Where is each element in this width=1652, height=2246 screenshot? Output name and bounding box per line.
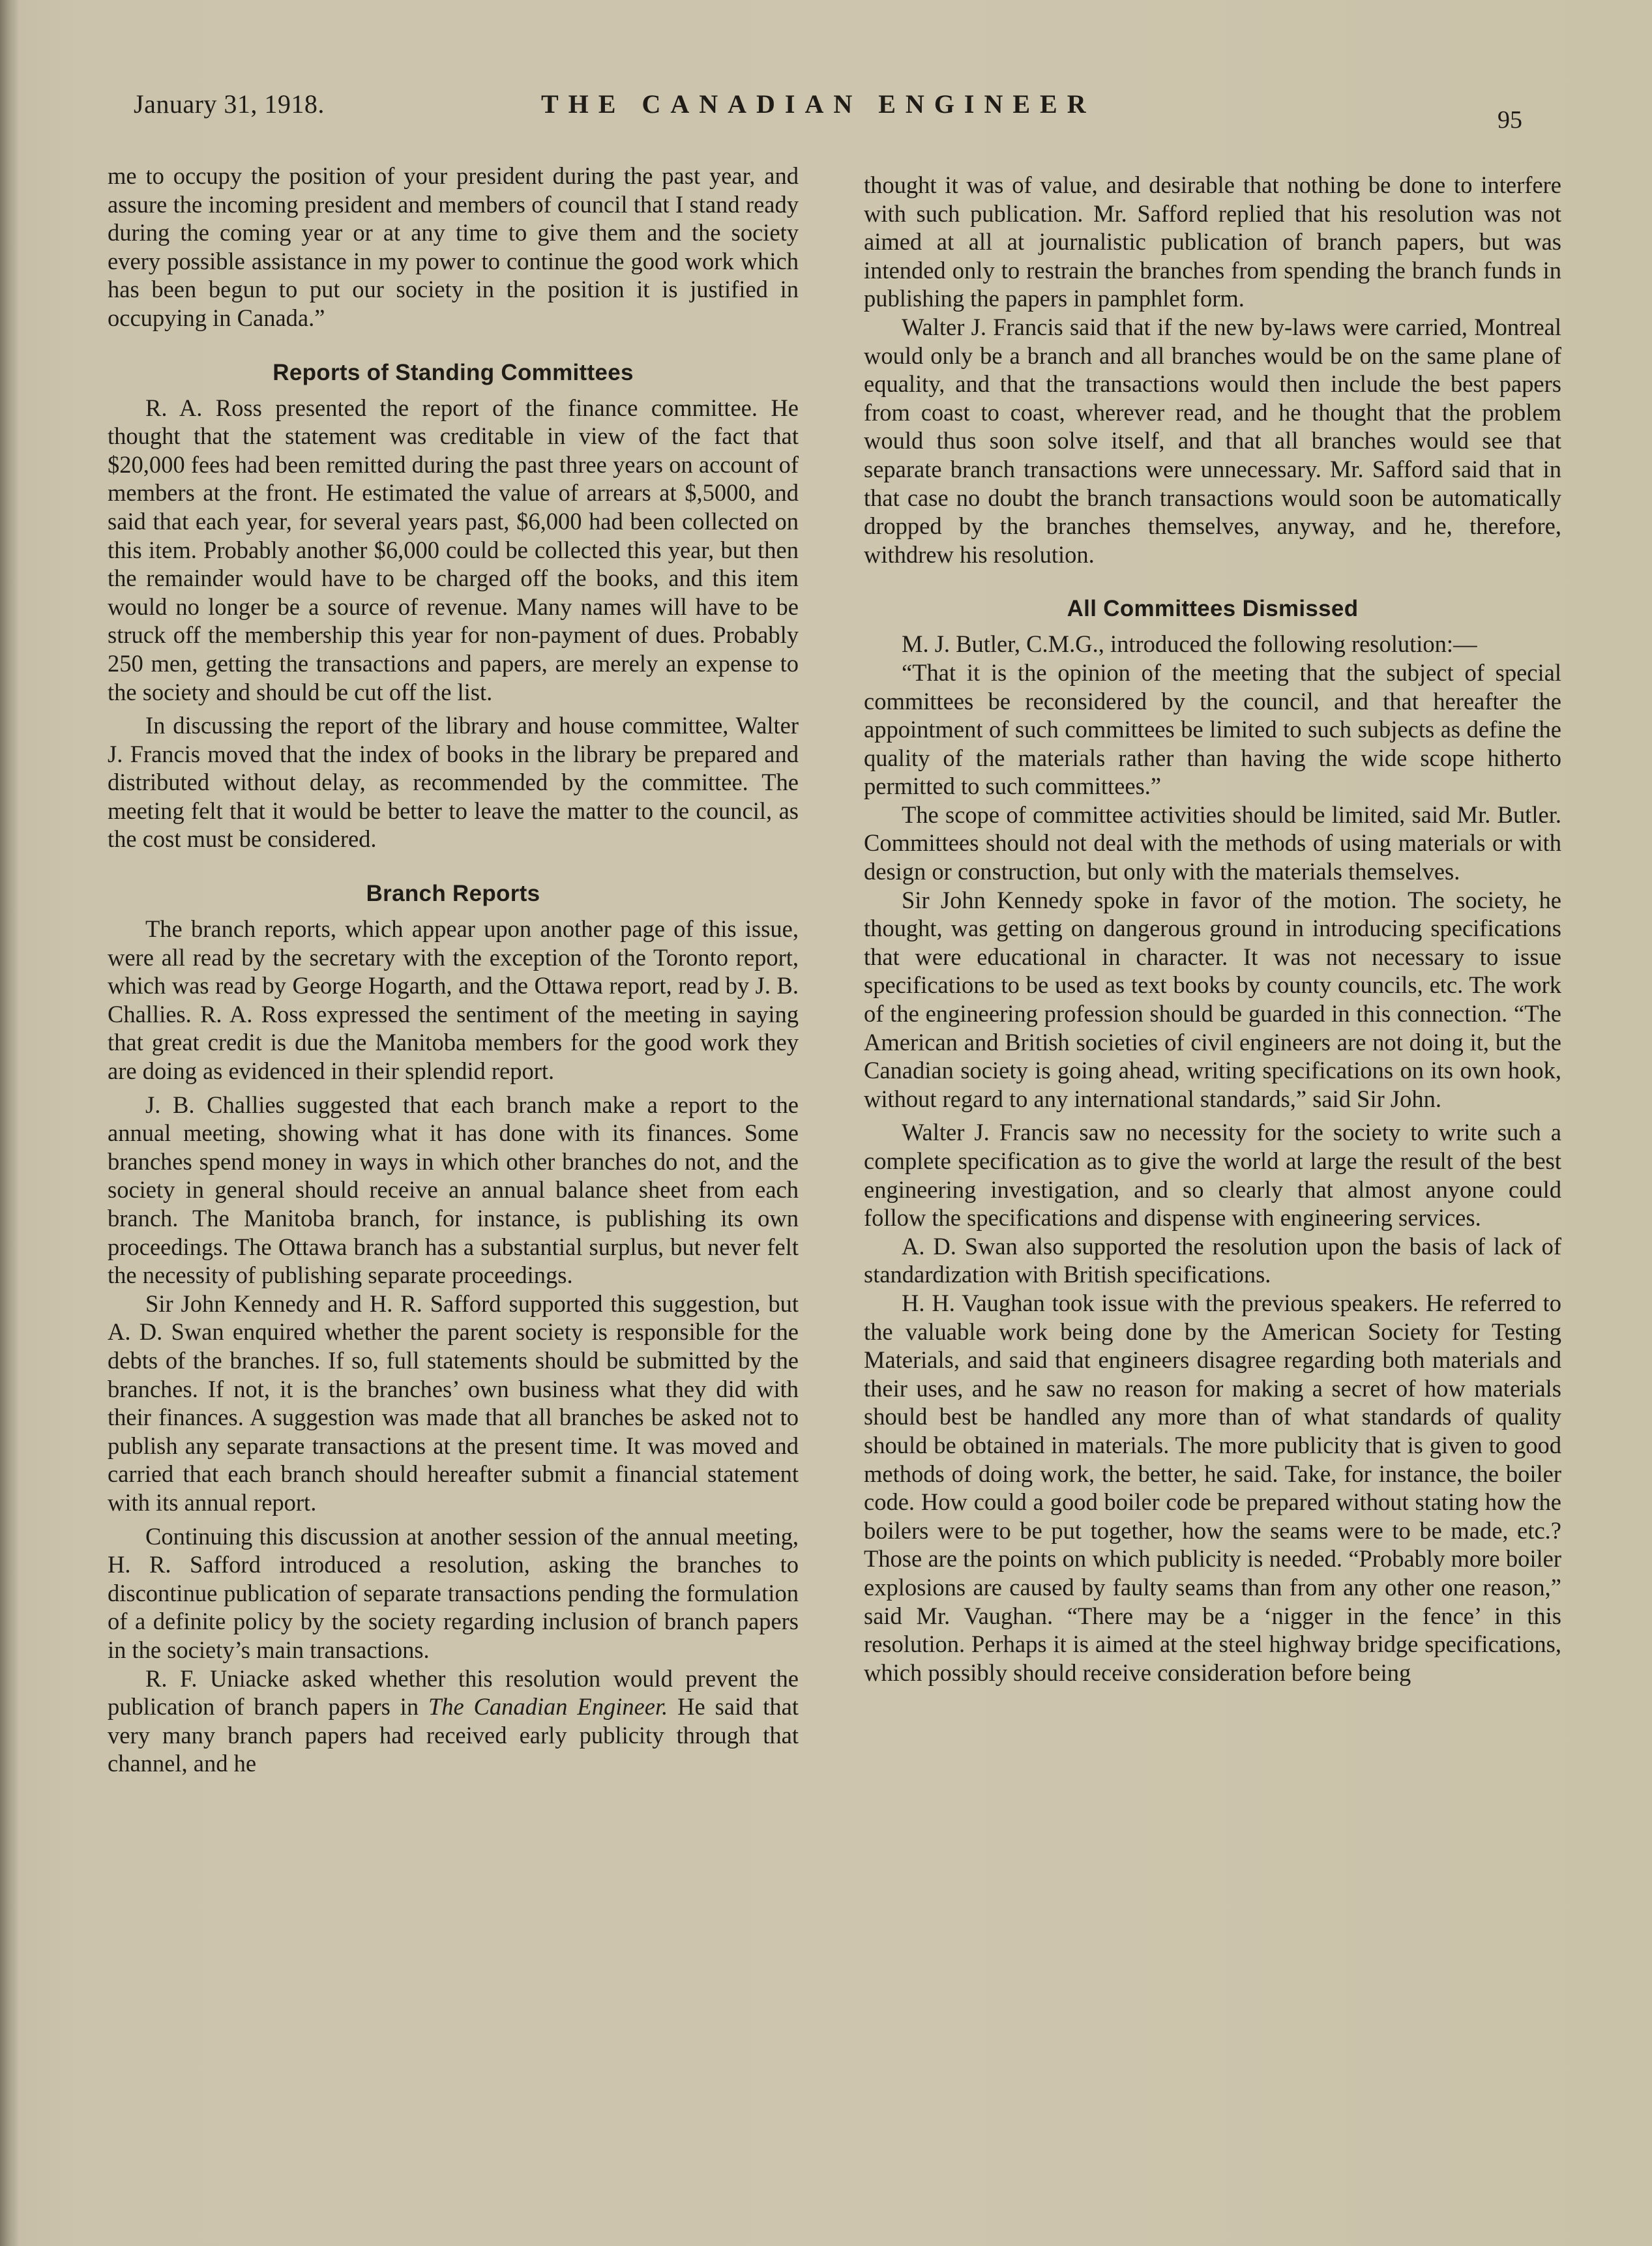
section-heading: Branch Reports bbox=[366, 881, 540, 907]
page-header bbox=[134, 83, 1555, 136]
section-heading: All Committees Dismissed bbox=[1067, 596, 1359, 622]
paragraph: Sir John Kennedy spoke in favor of the motion. The society, he thought, was getting on dangerous ground in introducing specifications that were educational in character. It was not necessary to issue specifications to be used as text books by county councils, etc. The work of the engineering profession should be guarded in this connection. “The American and British societies of civil engineers are not doing it, but the Canadian society is going ahead, writing specifications on its own hook, without regard to any international standards,” said Sir John. bbox=[864, 886, 1561, 1112]
paragraph: H. H. Vaughan took issue with the previous speakers. He referred to the valuable work being done by the American Society for Testing Materials, and said that engineers disagree regarding both materials and their uses, and he saw no reason for making a secret of how materials should best be handled any more than of what standards of quality should be obtained in materials. The more publicity that is given to good methods of doing work, the better, he said. Take, for instance, the boiler code. How could a good boiler code be prepared without stating how the boilers were to be put together, how the seams were to be made, etc.? Those are the points on which publicity is needed. “Probably more boiler explosions are caused by faulty seams than from any other one reason,” said Mr. Vaughan. “There may be a ‘nigger in the fence’ in this resolution. Perhaps it is aimed at the steel highway bridge specifications, which possibly should receive consideration before being bbox=[864, 1289, 1561, 1686]
paragraph: thought it was of value, and desirable that nothing be done to interfere with such publication. Mr. Safford replied that his resolution was not aimed at all at journalistic publication of branch papers, but was intended only to restrain the branches from spending the branch funds in publishing the papers in pamphlet form. bbox=[864, 171, 1561, 312]
paragraph: M. J. Butler, C.M.G., introduced the following resolution:— bbox=[902, 630, 1477, 658]
page-number: 95 bbox=[1497, 106, 1522, 134]
paragraph: Sir John Kennedy and H. R. Safford supported this suggestion, but A. D. Swan enquired whether the parent society is responsible for the debts of the branches. If so, full statements should be submitted by the branches. If not, it is the branches’ own business what they did with their finances. A suggestion was made that all branches be asked not to publish any separate transactions at the present time. It was moved and carried that each branch should hereafter submit a financial statement with its annual report. bbox=[108, 1290, 799, 1516]
paragraph: Continuing this discussion at another session of the annual meeting, H. R. Safford introduced a resolution, asking the branches to discontinue publication of separate transactions pending the formulation of a definite policy by the society regarding inclusion of branch papers in the society’s main transactions. bbox=[108, 1522, 799, 1663]
paragraph: The scope of committee activities should be limited, said Mr. Butler. Committees should not deal with the methods of using materials or with design or construction, but only with the materials themselves. bbox=[864, 801, 1561, 885]
paragraph: Walter J. Francis saw no necessity for the society to write such a complete specification as to give the world at large the result of the best engineering investigation, and so clearly that almost anyone could follow the specifications and dispense with engineering services. bbox=[864, 1119, 1561, 1232]
issue-date: January 31, 1918. bbox=[134, 89, 325, 119]
journal-title: THE CANADIAN ENGINEER bbox=[541, 89, 1096, 119]
paragraph: In discussing the report of the library and house committee, Walter J. Francis moved that the index of books in the library be prepared and distributed without delay, as recommended by the committee. The meeting felt that it would be better to leave the matter to the council, as the cost must be considered. bbox=[108, 712, 799, 853]
left-column bbox=[108, 162, 799, 1778]
paragraph bbox=[108, 1664, 799, 1778]
paragraph: me to occupy the position of your president during the past year, and assure the incoming president and members of council that I stand ready during the coming year or at any time to give them and the society every possible assistance in my power to continue the good work which has been begun to put our society in the position it is justified in occupying in Canada.” bbox=[108, 162, 799, 331]
paragraph: Walter J. Francis said that if the new by-laws were carried, Montreal would only be a branch and all branches would be on the same plane of equality, and that the transactions would then include the best papers from coast to coast, wherever read, and he thought that the problem would thus soon solve itself, and that all branches would see that separate branch transactions were unnecessary. Mr. Safford said that in that case no doubt the branch transactions would soon be automatically dropped by the branches themselves, anyway, and he, therefore, withdrew his resolution. bbox=[864, 313, 1561, 568]
journal-name-italic: The Canadian Engineer. bbox=[428, 1693, 668, 1721]
paragraph: A. D. Swan also supported the resolution upon the basis of lack of standardization with British specifications. bbox=[864, 1232, 1561, 1288]
paragraph: “That it is the opinion of the meeting that the subject of special committees be reconsidered by the council, and that hereafter the appointment of such committees be limited to such subjects as define the quality of the materials rather than having the wide scope hitherto permitted to such committees.” bbox=[864, 658, 1561, 800]
paragraph: J. B. Challies suggested that each branch make a report to the annual meeting, showing what it has done with its finances. Some branches spend money in ways in which other branches do not, and the society in general should receive an annual balance sheet from each branch. The Manitoba branch, for instance, is publishing its own proceedings. The Ottawa branch has a substantial surplus, but never felt the necessity of publishing separate proceedings. bbox=[108, 1091, 799, 1289]
paragraph: The branch reports, which appear upon another page of this issue, were all read by the secretary with the exception of the Toronto report, which was read by George Hogarth, and the Ottawa report, read by J. B. Challies. R. A. Ross expressed the sentiment of the meeting in saying that great credit is due the Manitoba members for the good work they are doing as evidenced in their splendid report. bbox=[108, 915, 799, 1085]
paragraph-text: R. F. Uniacke asked whether this resolution would prevent the publication of branch papers in bbox=[108, 1664, 799, 1721]
paragraph-text: He said that very many branch papers had received early publicity through that channel, and he bbox=[108, 1693, 799, 1777]
right-column bbox=[864, 171, 1561, 1687]
section-heading: Reports of Standing Committees bbox=[273, 359, 634, 385]
paragraph: R. A. Ross presented the report of the finance committee. He thought that the statement was creditable in view of the fact that $20,000 fees had been remitted during the past three years on account of members at the front. He estimated the value of arrears at $,5000, and said that each year, for several years past, $6,000 had been collected on this item. Probably another $6,000 could be collected this year, but then the remainder would have to be charged off the books, and this item would no longer be a source of revenue. Many names will have to be struck off the membership this year for non-payment of dues. Probably 250 men, getting the transactions and papers, are merely an expense to the society and should be cut off the list. bbox=[108, 394, 799, 705]
